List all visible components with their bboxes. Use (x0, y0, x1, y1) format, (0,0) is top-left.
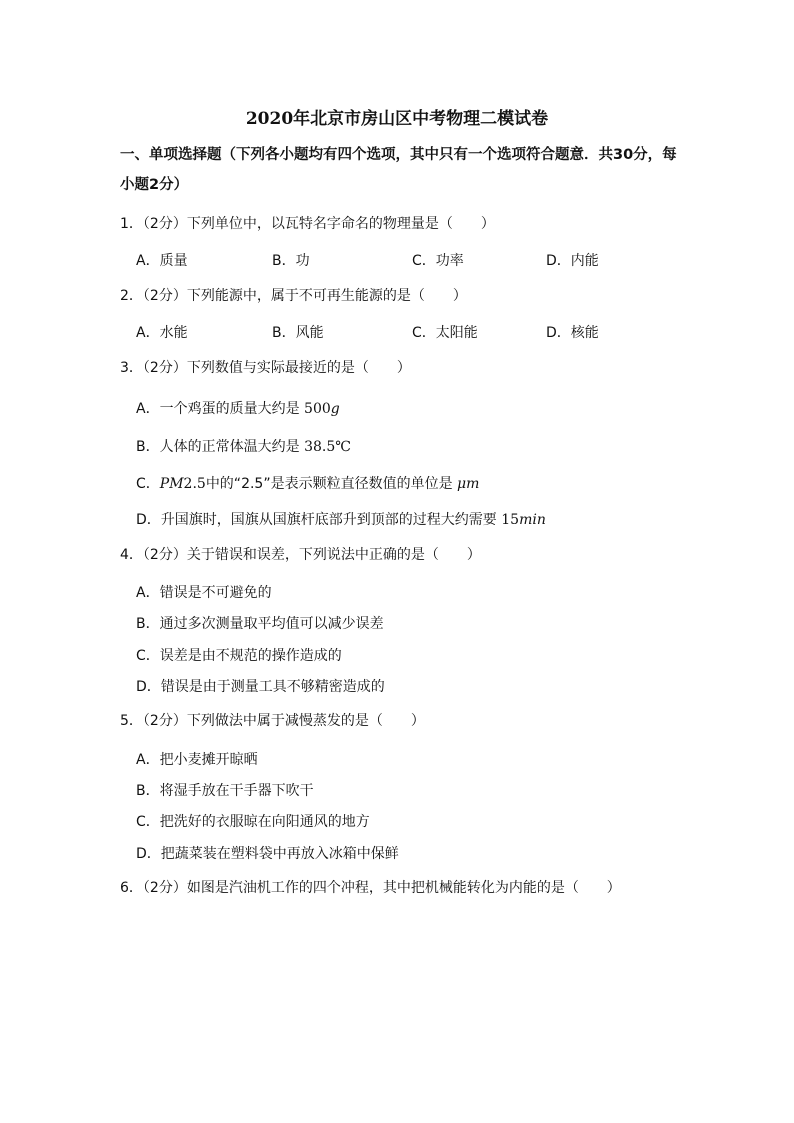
question-5-stem: 5．（2分）下列做法中属于减慢蒸发的是（ ） (120, 713, 425, 729)
question-5-option-d: D．把蔬菜装在塑料袋中再放入冰箱中保鲜 (136, 846, 399, 862)
question-4-option-d: D．错误是由于测量工具不够精密造成的 (136, 679, 385, 695)
question-5-option-b: B．将湿手放在干手器下吹干 (136, 783, 314, 799)
option-unit: min (519, 512, 546, 528)
question-3-option-d (136, 509, 546, 529)
question-2-option-b: B．风能 (272, 325, 324, 341)
option-text: B．人体的正常体温大约是 (136, 439, 305, 455)
option-value: 2.5 (183, 476, 206, 492)
question-2-option-d: D．核能 (546, 325, 599, 341)
option-unit: g (330, 401, 340, 417)
question-1-option-a: A．质量 (136, 253, 188, 269)
option-value: 15 (501, 512, 520, 528)
question-4-option-c: C．误差是由不规范的操作造成的 (136, 648, 342, 664)
question-3-option-b (136, 436, 351, 456)
question-3-option-c (136, 473, 479, 493)
question-2-option-a: A．水能 (136, 325, 188, 341)
question-5-option-a: A．把小麦摊开晾晒 (136, 752, 258, 768)
question-3-option-a (136, 398, 340, 418)
question-4-option-b: B．通过多次测量取平均值可以减少误差 (136, 616, 384, 632)
option-text: C． (136, 476, 160, 492)
question-2-stem: 2．（2分）下列能源中，属于不可再生能源的是（ ） (120, 288, 467, 304)
question-2-option-c: C．太阳能 (412, 325, 478, 341)
option-text-mid: 中的“2.5”是表示颗粒直径数值的单位是 (205, 476, 458, 492)
section-heading: 一、单项选择题（下列各小题均有四个选项，其中只有一个选项符合题意．共30分，每小题2分） (120, 147, 677, 193)
question-6-stem: 6．（2分）如图是汽油机工作的四个冲程，其中把机械能转化为内能的是（ ） (120, 880, 621, 896)
question-5-option-c: C．把洗好的衣服晾在向阳通风的地方 (136, 814, 370, 830)
option-value: 500 (304, 401, 331, 417)
option-unit: μm (457, 476, 480, 492)
question-3-stem: 3．（2分）下列数值与实际最接近的是（ ） (120, 360, 411, 376)
option-value: 38.5℃ (304, 439, 351, 455)
option-text: A．一个鸡蛋的质量大约是 (136, 401, 305, 417)
question-1-option-d: D．内能 (546, 253, 599, 269)
question-4-stem: 4．（2分）关于错误和误差，下列说法中正确的是（ ） (120, 547, 481, 563)
page-title: 2020年北京市房山区中考物理二模试卷 (245, 109, 549, 129)
option-text: D．升国旗时，国旗从国旗杆底部升到顶部的过程大约需要 (136, 512, 502, 528)
option-term: PM (159, 476, 184, 492)
question-1-option-b: B．功 (272, 253, 310, 269)
question-1-stem: 1．（2分）下列单位中，以瓦特名字命名的物理量是（ ） (120, 216, 495, 232)
question-4-option-a: A．错误是不可避免的 (136, 585, 272, 601)
question-1-option-c: C．功率 (412, 253, 464, 269)
